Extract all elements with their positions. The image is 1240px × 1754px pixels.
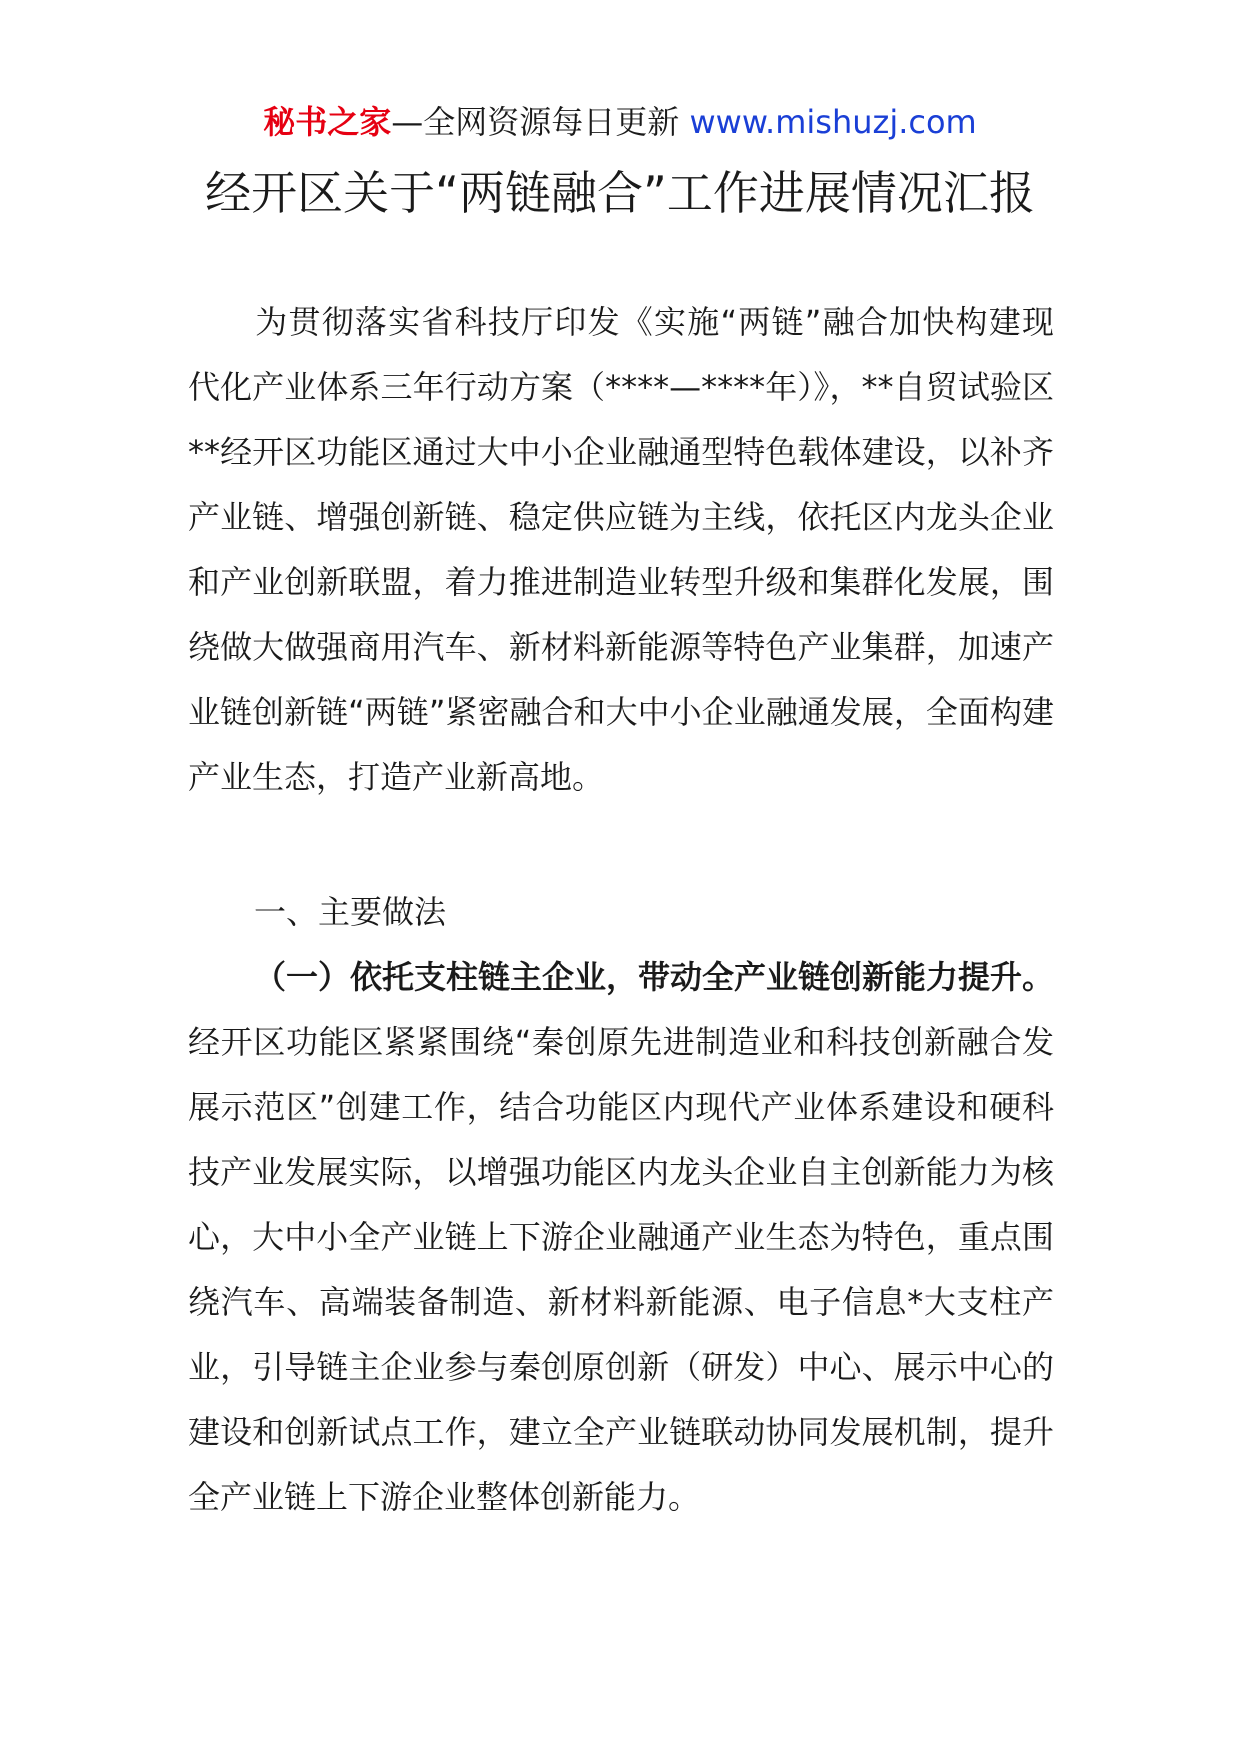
subsection-paragraph — [188, 945, 1054, 1530]
subsection-heading: （一）依托支柱链主企业，带动全产业链创新能力提升。 — [254, 958, 1055, 996]
intro-paragraph-text: 为贯彻落实省科技厅印发《实施“两链”融合加快构建现代化产业体系三年行动方案（****—****年）》，**自贸试验区**经开区功能区通过大中小企业融通型特色载体建设，以补齐产业链、增强创新链、稳定供应链为主线，依托区内龙头企业和产业创新联盟，着力推进制造业转型升级和集群化发展，围绕做大做强商用汽车、新材料新能源等特色产业集群，加速产业链创新链“两链”紧密融合和大中小企业融通发展，全面构建产业生态，打造产业新高地。 — [188, 303, 1054, 796]
section-heading — [188, 880, 1054, 945]
brand-name: 秘书之家 — [263, 103, 392, 141]
section-heading-text: 一、主要做法 — [254, 893, 447, 931]
header-slogan: —全网资源每日更新 — [391, 103, 680, 141]
intro-paragraph — [188, 290, 1054, 810]
subsection-body-text: 经开区功能区紧紧围绕“秦创原先进制造业和科技创新融合发展示范区”创建工作，结合功能区内现代产业体系建设和硬科技产业发展实际，以增强功能区内龙头企业自主创新能力为核心，大中小全产业链上下游企业融通产业生态为特色，重点围绕汽车、高端装备制造、新材料新能源、电子信息*大支柱产业，引导链主企业参与秦创原创新（研发）中心、展示中心的建设和创新试点工作，建立全产业链联动协同发展机制，提升全产业链上下游企业整体创新能力。 — [188, 1023, 1054, 1516]
document-title: 经开区关于“两链融合”工作进展情况汇报 — [205, 166, 1035, 220]
site-header — [0, 100, 1240, 144]
site-url-link[interactable]: www.mishuzj.com — [689, 103, 977, 141]
